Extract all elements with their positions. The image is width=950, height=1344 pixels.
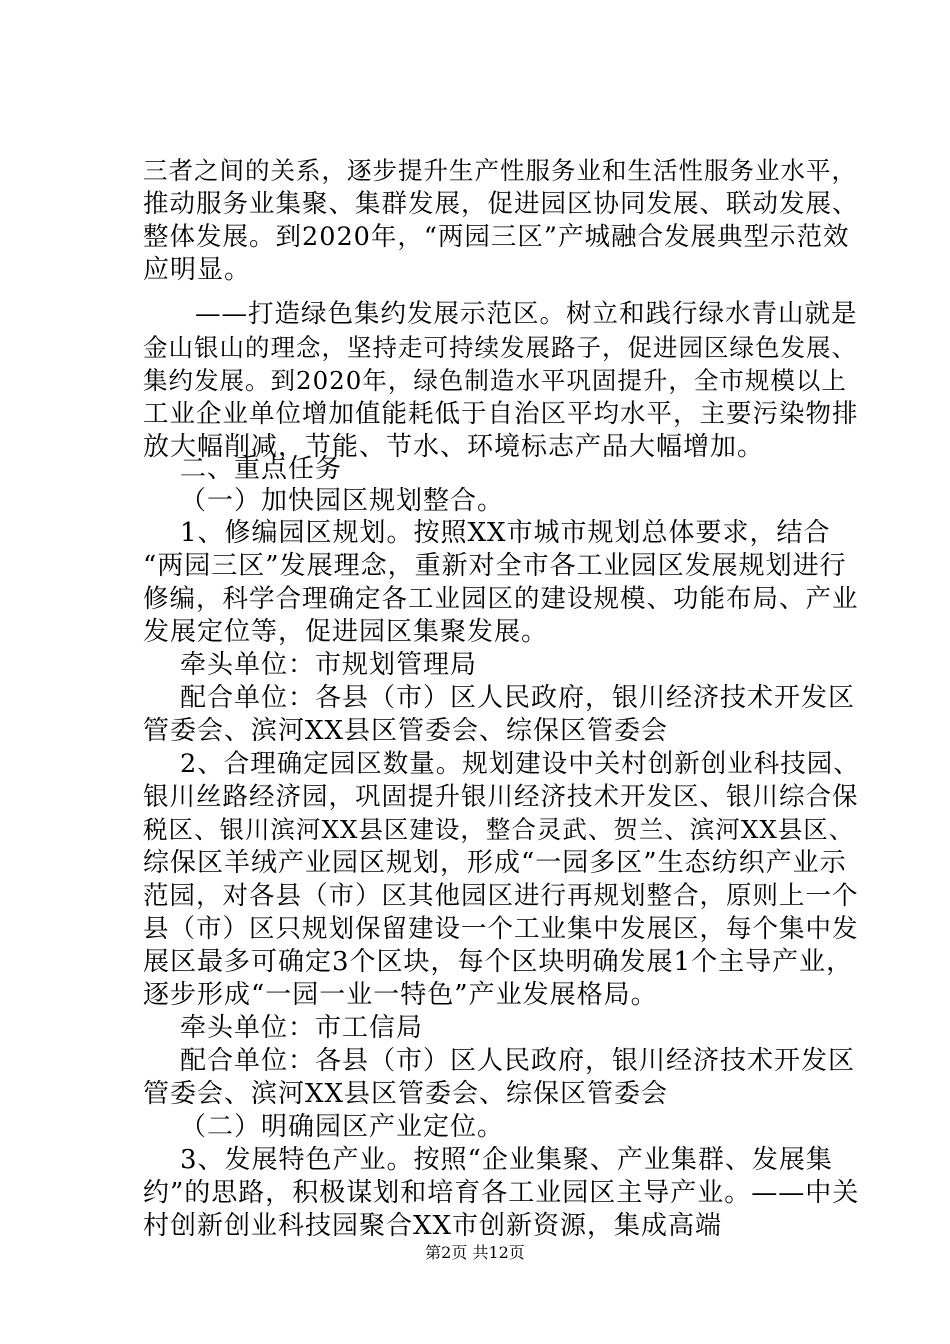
text-line: 发展定位等，促进园区集聚发展。 [143, 617, 549, 647]
text-line: 应明显。 [143, 255, 252, 285]
text-line: 推动服务业集聚、集群发展，促进园区协同发展、联动发展、 [143, 189, 859, 219]
text-line: 银川丝路经济园，巩固提升银川经济技术开发区、银川综合保 [143, 782, 859, 812]
text-line: 管委会、滨河XX县区管委会、综保区管委会 [143, 1079, 669, 1109]
text-line: 修编，科学合理确定各工业园区的建设规模、功能布局、产业 [143, 584, 859, 614]
text-line: 配合单位：各县（市）区人民政府，银川经济技术开发区 [180, 683, 856, 713]
text-line: 1、修编园区规划。按照XX市城市规划总体要求，结合 [180, 518, 831, 548]
text-line: 整体发展。到2020年，“两园三区”产城融合发展典型示范效 [143, 222, 850, 252]
text-line: 逐步形成“一园一业一特色”产业发展格局。 [143, 980, 658, 1010]
text-line: “两园三区”发展理念，重新对全市各工业园区发展规划进行 [143, 551, 847, 581]
text-line: 2、合理确定园区数量。规划建设中关村创新创业科技园、 [180, 749, 860, 779]
text-line: ——打造绿色集约发展示范区。树立和践行绿水青山就是 [195, 299, 858, 329]
text-line: 范园，对各县（市）区其他园区进行再规划整合，原则上一个 [143, 881, 859, 911]
text-line: 管委会、滨河XX县区管委会、综保区管委会 [143, 716, 669, 746]
text-line: 约”的思路，积极谋划和培育各工业园区主导产业。——中关 [143, 1178, 860, 1208]
text-line: 金山银山的理念，坚持走可持续发展路子，促进园区绿色发展、 [143, 333, 857, 362]
section-heading: 二、重点任务 [180, 454, 343, 484]
text-line: 三者之间的关系，逐步提升生产性服务业和生活性服务业水平， [143, 156, 857, 185]
text-line: 放大幅削减，节能、节水、环境标志产品大幅增加。 [143, 432, 765, 462]
subsection-heading: （二）明确园区产业定位。 [180, 1112, 505, 1142]
text-line: 综保区羊绒产业园区规划，形成“一园多区”生态纺织产业示 [143, 848, 847, 878]
page-footer [0, 1240, 950, 1263]
text-line: 工业企业单位增加值能耗低于自治区平均水平，主要污染物排 [143, 399, 859, 429]
page-number: 第2页 共12页 [425, 1243, 525, 1262]
text-line: 集约发展。到2020年，绿色制造水平巩固提升，全市规模以上 [143, 366, 847, 395]
text-line: 村创新创业科技园聚合XX市创新资源，集成高端 [143, 1211, 723, 1241]
text-line: 牵头单位：市规划管理局 [180, 650, 478, 680]
text-line: 配合单位：各县（市）区人民政府，银川经济技术开发区 [180, 1046, 856, 1076]
subsection-heading: （一）加快园区规划整合。 [180, 486, 505, 516]
text-line: 3、发展特色产业。按照“企业集聚、产业集群、发展集 [180, 1145, 833, 1175]
text-line: 牵头单位：市工信局 [180, 1013, 424, 1043]
text-line: 县（市）区只规划保留建设一个工业集中发展区，每个集中发 [143, 914, 859, 944]
text-line: 税区、银川滨河XX县区建设，整合灵武、贺兰、滨河XX县区、 [143, 815, 855, 844]
text-line: 展区最多可确定3个区块，每个区块明确发展1个主导产业， [143, 947, 854, 977]
